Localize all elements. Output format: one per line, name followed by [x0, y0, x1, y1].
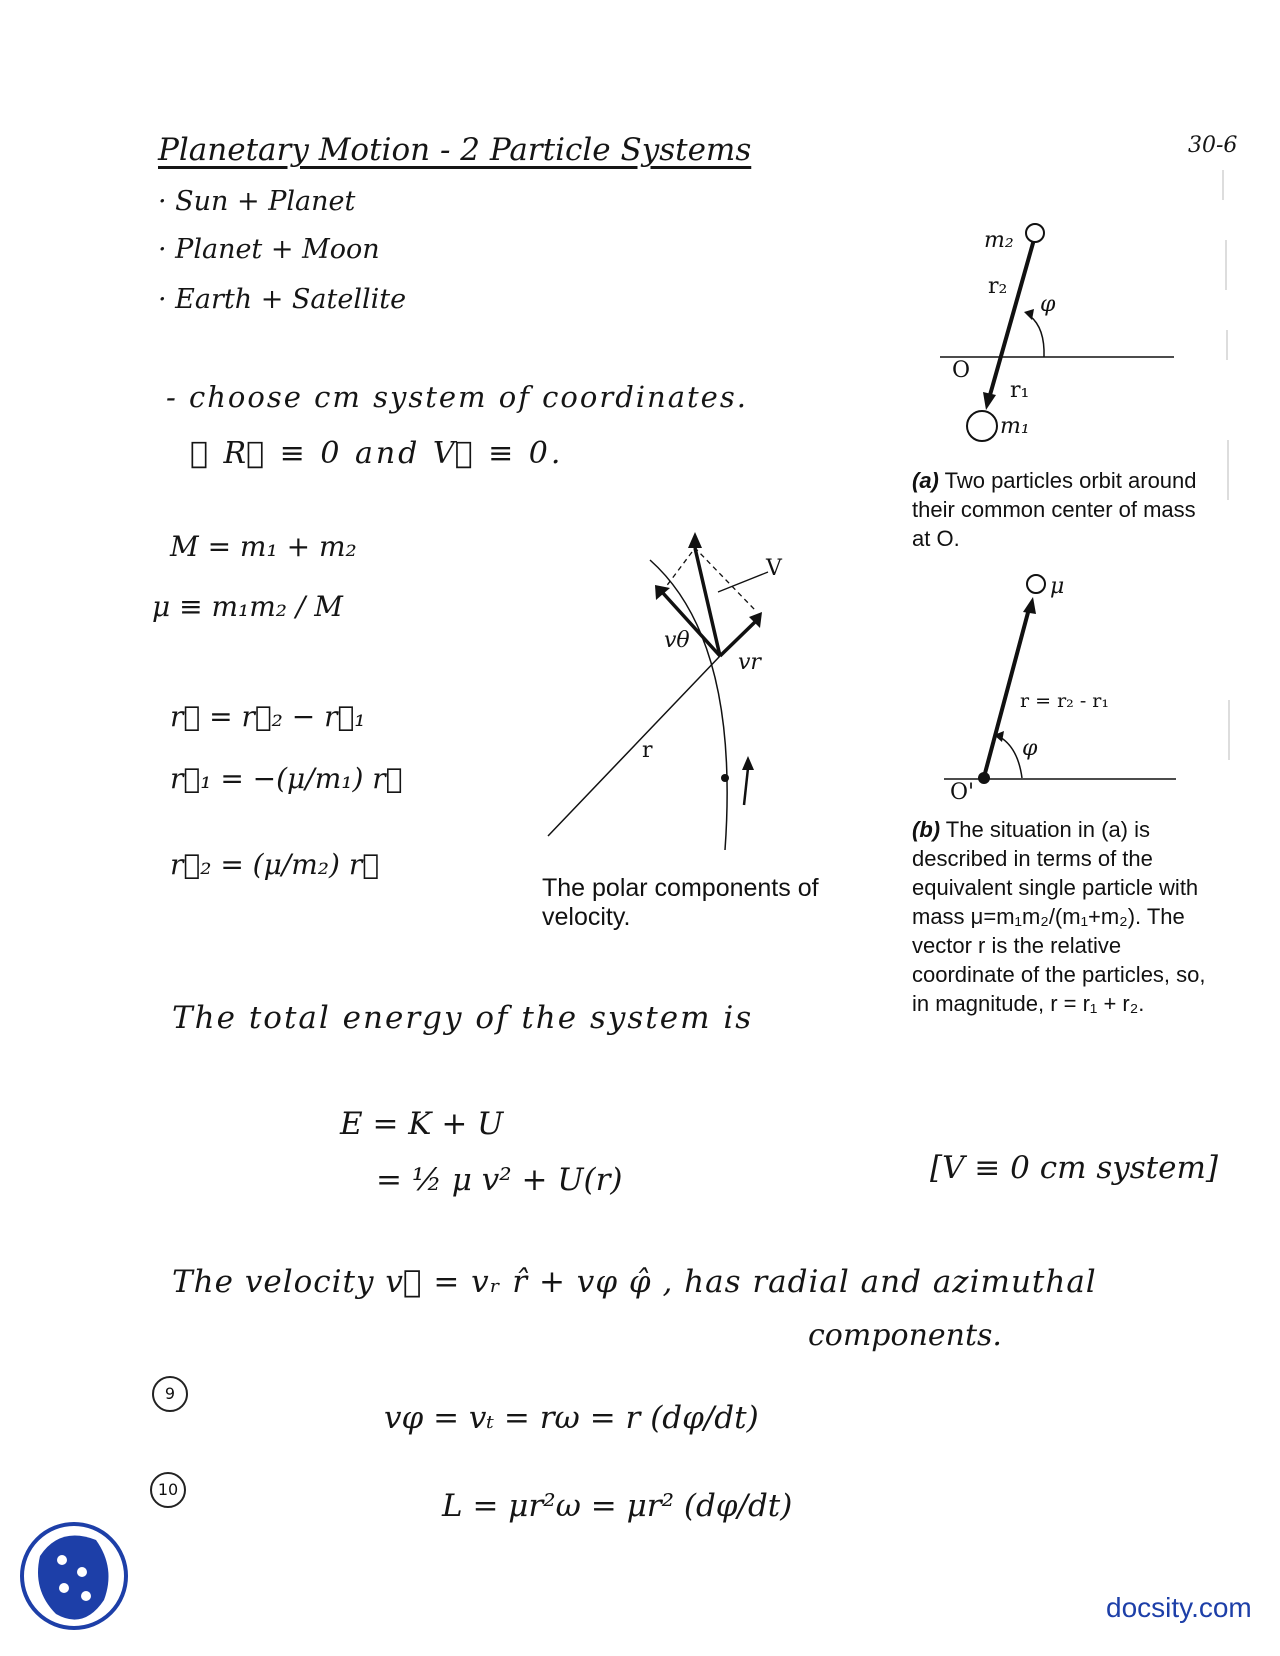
example-item: · Planet + Moon — [158, 234, 380, 265]
label-phi-a: φ — [1040, 292, 1056, 317]
reduced-mass-equation: μ ≡ m₁m₂ / M — [152, 590, 343, 623]
example-item: · Earth + Satellite — [158, 284, 407, 315]
orbit-arrowhead — [742, 756, 754, 770]
figure-b-tag: (b) — [912, 817, 941, 842]
figure-a-caption — [912, 466, 1212, 553]
equation-number-10: 10 — [150, 1472, 186, 1508]
label-r: r — [642, 738, 653, 763]
figure-b-caption — [912, 815, 1222, 1018]
label-mu: μ — [1050, 574, 1065, 599]
phi-arc — [1000, 737, 1022, 778]
velocity-statement-continued: components. — [808, 1318, 1002, 1353]
polar-figure-caption: The polar components of velocity. — [542, 874, 819, 931]
V-label-line — [718, 572, 768, 592]
example-item: · Sun + Planet — [158, 186, 356, 217]
figure-b-diagram — [944, 575, 1176, 784]
label-r2: r₂ — [988, 274, 1008, 299]
origin-point — [978, 772, 990, 784]
docsity-watermark[interactable]: docsity.com — [1106, 1592, 1252, 1623]
equation-number-9: 9 — [152, 1376, 188, 1412]
velocity-statement: The velocity v⃗ = vᵣ r̂ + vφ φ̂ , has radial and azimuthal — [172, 1264, 1097, 1300]
velocity-arrowhead — [688, 532, 702, 548]
energy-equation-line2: = ½ μ v² + U(r) — [376, 1162, 623, 1198]
radius-line — [548, 656, 720, 836]
label-m2: m₂ — [984, 228, 1014, 253]
polar-velocity-diagram — [548, 532, 768, 850]
phi-arc — [1030, 316, 1044, 357]
scan-margin-marks — [1223, 170, 1229, 760]
r1-equation: r⃗₁ = −(μ/m₁) r⃗ — [170, 762, 403, 795]
cm-condition: ∴ R⃗ ≡ 0 and V⃗ ≡ 0. — [190, 436, 564, 471]
particle-m2 — [1026, 224, 1044, 242]
label-phi-b: φ — [1022, 736, 1038, 761]
page-number: 30-6 — [1188, 133, 1238, 158]
figure-a-tag: (a) — [912, 468, 939, 493]
cm-system-note: [V ≡ 0 cm system] — [930, 1150, 1218, 1186]
label-m1: m₁ — [1000, 414, 1030, 439]
relative-position-equation: r⃗ = r⃗₂ − r⃗₁ — [170, 700, 366, 733]
page-title: Planetary Motion - 2 Particle Systems — [158, 132, 752, 168]
figure-a-caption-text: Two particles orbit around their common center of mass at O. — [912, 468, 1197, 551]
label-O-prime: O' — [950, 780, 975, 805]
docsity-logo-icon — [22, 1524, 126, 1628]
r1-arrowhead — [983, 392, 996, 410]
orbit-point — [721, 774, 729, 782]
label-V: V — [766, 556, 782, 581]
equation-9: vφ = vₜ = rω = r (dφ/dt) — [384, 1400, 759, 1436]
label-r1: r₁ — [1010, 378, 1030, 403]
orbit-arc — [650, 560, 727, 850]
orbit-direction-arrow — [744, 768, 748, 805]
r2-equation: r⃗₂ = (μ/m₂) r⃗ — [170, 848, 380, 881]
cm-choice-text: - choose cm system of coordinates. — [166, 380, 748, 414]
label-O: O — [952, 358, 971, 383]
energy-intro: The total energy of the system is — [172, 1000, 754, 1036]
label-r-eq: r = r₂ - r₁ — [1020, 690, 1109, 712]
equation-10: L = μr²ω = μr² (dφ/dt) — [442, 1488, 793, 1524]
label-v-r: vr — [738, 650, 761, 675]
relative-vector-arrowhead — [1023, 597, 1036, 614]
energy-equation-line1: E = K + U — [340, 1106, 504, 1142]
total-mass-equation: M = m₁ + m₂ — [170, 530, 357, 563]
figure-a-diagram — [940, 224, 1174, 441]
label-v-theta: vθ — [664, 628, 690, 653]
particle-m1 — [967, 411, 997, 441]
figure-b-caption-text: The situation in (a) is described in terms of the equivalent single particle with mass μ=m₁m₂/(m₁+m₂). The vector r is the relative coordinate of the particles, so, in magnitude, r = r₁ + r₂. — [912, 817, 1206, 1016]
particle-mu — [1027, 575, 1045, 593]
